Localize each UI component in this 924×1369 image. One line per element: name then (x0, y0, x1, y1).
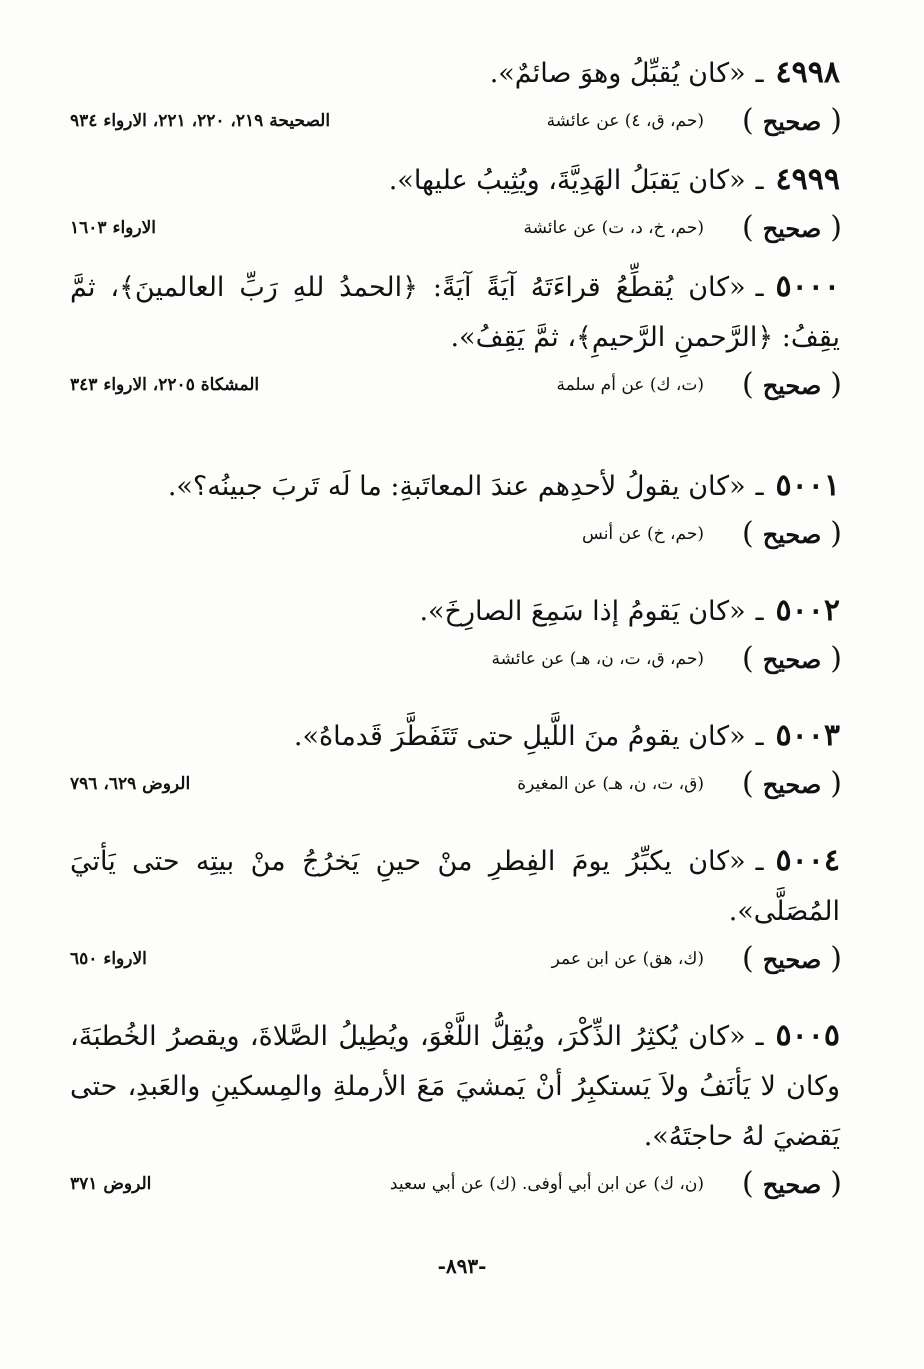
grade-label: ( صحيح ) (744, 214, 840, 243)
hadith-entry-4998 (70, 48, 840, 143)
hadith-entry-5005 (70, 1011, 840, 1206)
hadith-body: «كان يقومُ منَ اللَّيلِ حتى تَتَفَطَّرَ قَدماهُ». (293, 721, 746, 752)
hadith-number: ٥٠٠٣ (775, 718, 840, 753)
hadith-text: ٤٩٩٩ـ«كان يَقبَلُ الهَدِيَّةَ، ويُثِيبُ عليها». (388, 162, 840, 197)
hadith-entry-5001 (70, 461, 840, 556)
references: الروض ٣٧١ (70, 1174, 152, 1194)
hadith-text: ٥٠٠٠ـ«كان يُقطِّعُ قراءَتَهُ آيَةً آيَةً: ﴿الحمدُ للهِ رَبِّ العالمينَ﴾، ثمَّ يقِفُ: ﴿الرَّحمنِ الرَّحيمِ﴾، ثمَّ يَقِفُ». (70, 269, 840, 353)
hadith-number: ٤٩٩٨ (775, 55, 840, 90)
references: الارواء ١٦٠٣ (70, 218, 157, 238)
hadith-entry-5004 (70, 836, 840, 981)
hadith-text: ٤٩٩٨ـ«كان يُقبِّلُ وهوَ صائمٌ». (489, 55, 840, 90)
grade-row (70, 637, 840, 681)
hadith-number: ٥٠٠٢ (775, 593, 840, 628)
page-number: -٨٩٣- (437, 1254, 487, 1278)
hadith-number: ٥٠٠١ (775, 468, 840, 503)
hadith-entry-5003 (70, 711, 840, 806)
sources: (حم، خ) عن أنس (582, 524, 704, 544)
sources: (حم، ق، ت، ن، هـ) عن عائشة (491, 649, 704, 669)
hadith-text: ٥٠٠٣ـ«كان يقومُ منَ اللَّيلِ حتى تَتَفَطَّرَ قَدماهُ». (293, 718, 840, 753)
hadith-number: ٤٩٩٩ (775, 162, 840, 197)
references: الروض ٦٢٩، ٧٩٦ (70, 774, 191, 794)
sources: (ن، ك) عن ابن أبي أوفى. (ك) عن أبي سعيد (389, 1174, 704, 1194)
hadith-text: ٥٠٠٥ـ«كان يُكثِرُ الذِّكْرَ، ويُقِلُّ اللَّغْوَ، ويُطِيلُ الصَّلاةَ، ويقصرُ الخُطبَةَ، وكان لا يَأنَفُ ولاَ يَستكبِرُ أنْ يَمشيَ مَعَ الأرملةِ والمِسكينِ والعَبدِ، حتى يَقضيَ لهُ حاجتَهُ». (70, 1018, 840, 1152)
hadith-text: ٥٠٠٤ـ«كان يكبِّرُ يومَ الفِطرِ منْ حينِ يَخرُجُ منْ بيتِه حتى يَأتيَ المُصَلَّى». (70, 843, 840, 927)
hadith-text: ٥٠٠١ـ«كان يقولُ لأحدِهم عندَ المعاتَبةِ: ما لَه تَربَ جبينُه؟». (167, 468, 840, 503)
sources: (ق، ت، ن، هـ) عن المغيرة (517, 774, 704, 794)
grade-row (70, 937, 840, 981)
hadith-number: ٥٠٠٥ (775, 1018, 840, 1053)
grade-label: ( صحيح ) (744, 107, 840, 136)
hadith-entry-5002 (70, 586, 840, 681)
sources: (حم، خ، د، ت) عن عائشة (523, 218, 704, 238)
hadith-body: «كان يُقبِّلُ وهوَ صائمٌ». (489, 58, 746, 89)
hadith-body: «كان يكبِّرُ يومَ الفِطرِ منْ حينِ يَخرُجُ منْ بيتِه حتى يَأتيَ المُصَلَّى». (70, 846, 840, 927)
hadith-body: «كان يُقطِّعُ قراءَتَهُ آيَةً آيَةً: ﴿الحمدُ للهِ رَبِّ العالمينَ﴾، ثمَّ يقِفُ: ﴿الرَّحمنِ الرَّحيمِ﴾، ثمَّ يَقِفُ». (70, 272, 840, 353)
hadith-entry-5000 (70, 262, 840, 407)
grade-label: ( صحيح ) (744, 371, 840, 400)
grade-label: ( صحيح ) (744, 1170, 840, 1199)
hadith-number: ٥٠٠٤ (775, 843, 840, 878)
sources: (ت، ك) عن أم سلمة (556, 375, 704, 395)
sources: (حم، ق، ٤) عن عائشة (546, 111, 704, 131)
references: المشكاة ٢٢٠٥، الارواء ٣٤٣ (70, 375, 260, 395)
grade-row (70, 99, 840, 143)
grade-row (70, 1162, 840, 1206)
grade-label: ( صحيح ) (744, 770, 840, 799)
hadith-body: «كان يَقبَلُ الهَدِيَّةَ، ويُثِيبُ عليها». (388, 165, 746, 196)
grade-row (70, 762, 840, 806)
hadith-text: ٥٠٠٢ـ«كان يَقومُ إذا سَمِعَ الصارِخَ». (419, 593, 840, 628)
grade-row (70, 363, 840, 407)
hadith-body: «كان يَقومُ إذا سَمِعَ الصارِخَ». (419, 596, 746, 627)
grade-label: ( صحيح ) (744, 945, 840, 974)
sources: (ك، هق) عن ابن عمر (551, 949, 704, 969)
hadith-body: «كان يُكثِرُ الذِّكْرَ، ويُقِلُّ اللَّغْوَ، ويُطِيلُ الصَّلاةَ، ويقصرُ الخُطبَةَ، وكان لا يَأنَفُ ولاَ يَستكبِرُ أنْ يَمشيَ مَعَ الأرملةِ والمِسكينِ والعَبدِ، حتى يَقضيَ لهُ حاجتَهُ». (70, 1021, 840, 1152)
references: الصحيحة ٢١٩، ٢٢٠، ٢٢١، الارواء ٩٣٤ (70, 111, 331, 131)
hadith-entry-4999 (70, 155, 840, 250)
grade-label: ( صحيح ) (744, 645, 840, 674)
grade-label: ( صحيح ) (744, 520, 840, 549)
references: الارواء ٦٥٠ (70, 949, 147, 969)
hadith-number: ٥٠٠٠ (775, 269, 840, 304)
hadith-body: «كان يقولُ لأحدِهم عندَ المعاتَبةِ: ما لَه تَربَ جبينُه؟». (167, 471, 746, 502)
grade-row (70, 512, 840, 556)
grade-row (70, 206, 840, 250)
